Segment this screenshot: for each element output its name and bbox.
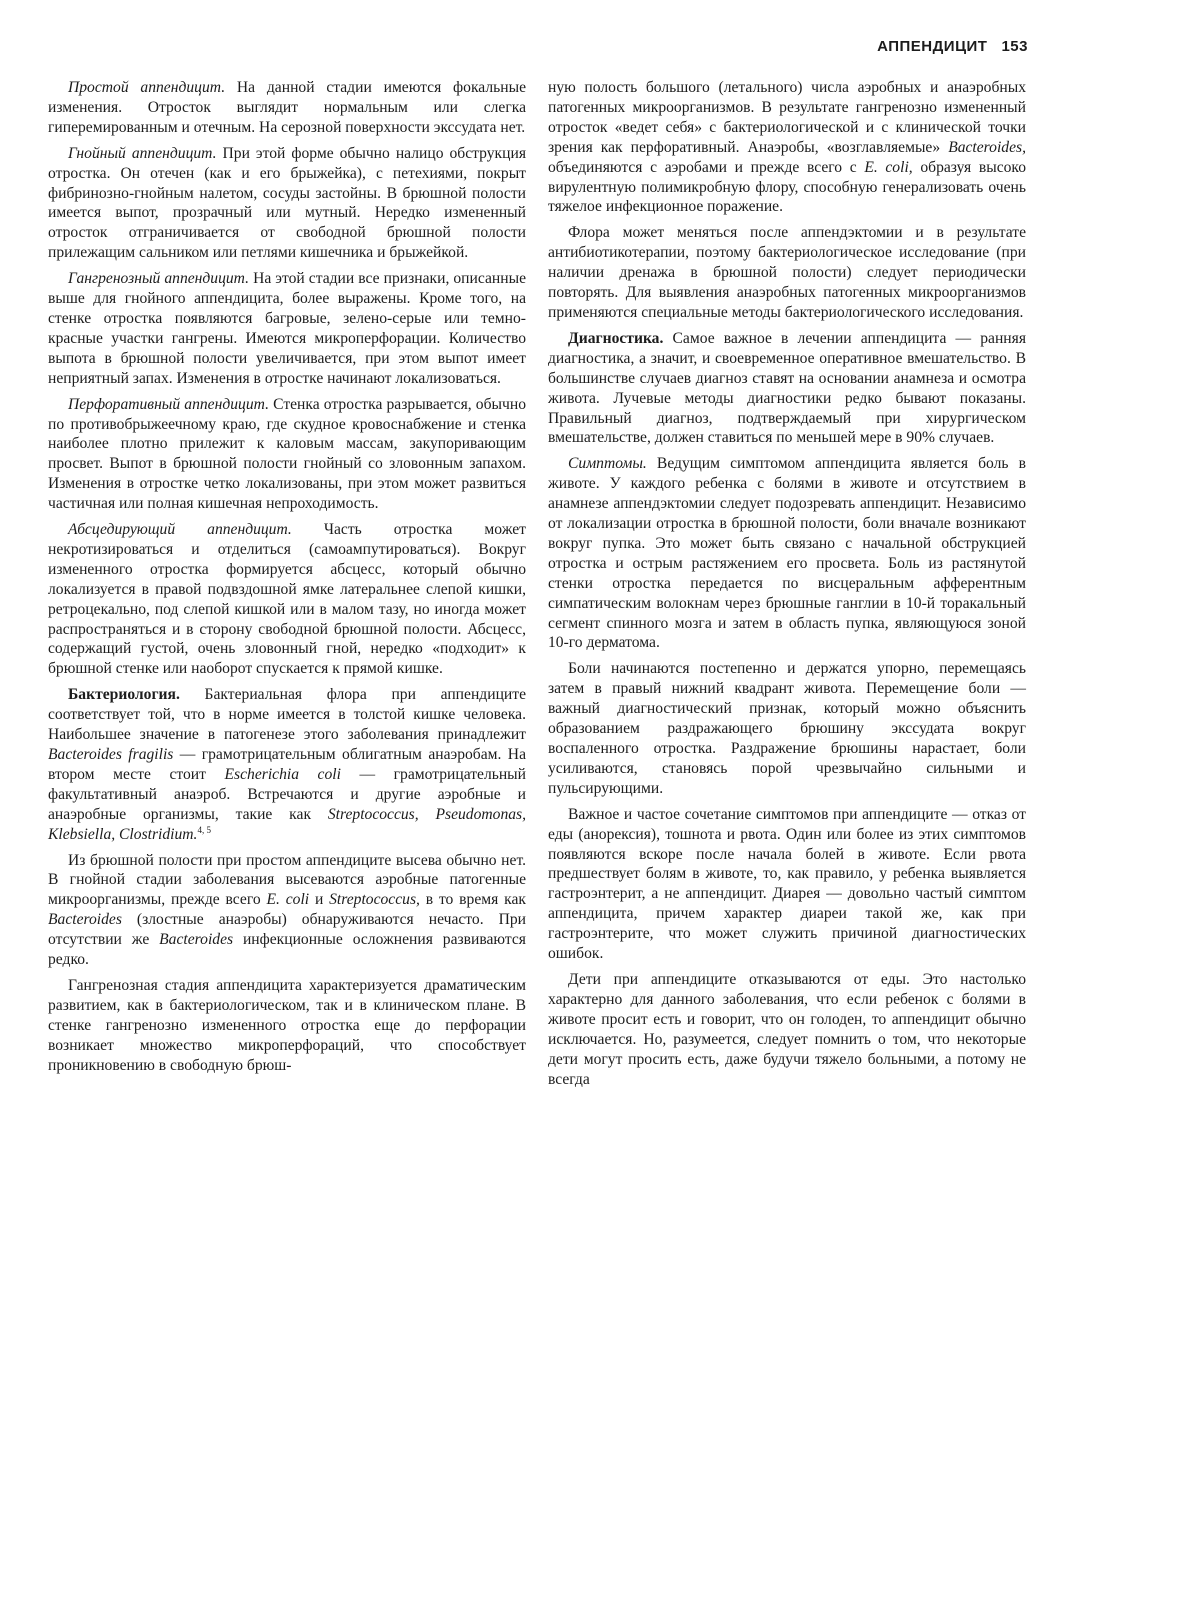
paragraph-text: в то время как	[419, 891, 526, 909]
paragraph-text: Бактериальная флора при аппендиците соответствует той, что в норме имеется в толстой кишке человека. Наибольшее значение в патогенезе этого заболевания принадлежит	[48, 686, 526, 744]
latin-term: E. coli	[266, 891, 310, 909]
paragraph-text: Ведущим симптомом аппендицита является боль в животе. У каждого ребенка с болями в животе и отсутствием в анамнезе аппендэктомии следует подозревать аппендицит. Независимо от локализации отростка в брюшной полости, боли вначале возникают вокруг пупка. Это может быть связано с начальной обструкцией отростка и острым растяжением его просвета. Боль из растянутой стенки отростка передается по висцеральным афферентным симпатическим волокнам через брюшные ганглии в 10-й торакальный сегмент спинного мозга и затем в область пупка, являющуюся зоной 10-го дерматома.	[548, 455, 1026, 652]
paragraph-gangrenous-appendicitis	[48, 269, 526, 388]
paragraph-pain-migration	[548, 659, 1026, 798]
paragraph-text: и	[309, 891, 330, 909]
running-head	[877, 38, 1028, 55]
paragraph-text: При этой форме обычно налицо обструкция отростка. Он отечен (как и его брыжейка), с петехиями, покрыт фибринозно-гнойным налетом, сосуды застойны. В брюшной полости имеется выпот, прозрачный или мутный. Нередко измененный отросток отграничивается от свободной брюшной полости прилежащим сальником или петлями кишечника и брыжейкой.	[48, 144, 526, 262]
latin-term: Bacteroides,	[948, 138, 1026, 156]
latin-term: Streptococcus,	[329, 891, 420, 909]
latin-term: Bacteroides	[48, 911, 122, 929]
paragraph-text: Боли начинаются постепенно и держатся упорно, перемещаясь затем в правый нижний квадрант живота. Перемещение боли — важный диагностический признак, который можно объяснить образованием раздражающего брюшину экссудата вокруг воспаленного отростка. Раздражение брюшины нарастает, боли усиливаются, становясь порой чрезвычайно сильными и пульсирующими.	[548, 660, 1026, 797]
paragraph-food-refusal	[548, 970, 1026, 1089]
latin-term: E. coli,	[864, 158, 913, 176]
paragraph-text: ную полость большого (летального) числа аэробных и анаэробных патогенных микроорганизмов. В результате гангренозно измененный отросток «ведет себя» с бактериологической и с клинической точки зрения как перфоративный. Анаэробы, «возглавляемые»	[548, 79, 1026, 156]
paragraph-culture-findings	[48, 851, 526, 970]
paragraph-text: Часть отростка может некротизироваться и отделиться (самоампутироваться). Вокруг измененного отростка формируется абсцесс, который обычно локализуется в правой подвздошной ямке латеральнее слепой кишки, ретроцекально, под слепой кишкой или в малом тазу, но иногда может распространяться и в сторону свободной брюшной полости. Абсцесс, содержащий густой, очень зловонный гной, нередко «подходит» к брюшной стенке или наоборот спускается к прямой кишке.	[48, 521, 526, 678]
reference-superscript: 4, 5	[197, 824, 211, 835]
paragraph-anorexia-nausea	[548, 805, 1026, 964]
running-head-title: АППЕНДИЦИТ	[877, 38, 988, 55]
paragraph-text: Дети при аппендиците отказываются от еды. Это настолько характерно для данного заболевания, что если ребенок с болями в животе просит есть и говорит, что он голоден, то аппендицит обычно исключается. Но, разумеется, следует помнить о том, что некоторые дети могут просить есть, даже будучи тяжело больными, а потому не всегда	[548, 970, 1026, 1088]
lead-term: Простой аппендицит.	[68, 79, 226, 96]
lead-term: Перфоративный аппендицит.	[68, 395, 269, 413]
paragraph-text: — грамотрицательный факультативный анаэроб. Встречаются и другие аэробные и анаэробные организмы, такие как	[48, 765, 527, 823]
paragraph-text: инфекционные осложнения развиваются редко.	[48, 931, 526, 969]
paragraph-text: Из брюшной полости при простом аппендиците высева обычно нет. В гнойной стадии заболевания высеваются аэробные патогенные микроорганизмы, прежде всего	[48, 851, 526, 909]
latin-term: Escherichia coli	[224, 765, 341, 783]
lead-term: Абсцедирующий аппендицит.	[68, 521, 292, 539]
paragraph-continuation	[548, 78, 1026, 217]
paragraph-bacteriology	[48, 685, 526, 844]
paragraph-gangrenous-stage	[48, 976, 526, 1076]
lead-term: Симптомы.	[568, 455, 647, 473]
paragraph-text: На этой стадии все признаки, описанные выше для гнойного аппендицита, более выражены. Кроме того, на стенке отростка появляются багровые, зелено-серые или темно-красные участки гангрены. Имеются микроперфорации. Количество выпота в брюшной полости увеличивается, при этом выпот имеет неприятный запах. Изменения в отростке начинают локализоваться.	[48, 270, 526, 387]
paragraph-diagnostics	[548, 329, 1026, 448]
latin-term: Bacteroides fragilis	[48, 746, 174, 763]
paragraph-text: (злостные анаэробы) обнаруживаются нечасто. При отсутствии же	[48, 911, 526, 949]
paragraph-text: На данной стадии имеются фокальные изменения. Отросток выглядит нормальным или слегка гиперемированным и отечным. На серозной поверхности экссудата нет.	[48, 79, 526, 136]
paragraph-text: Гангренозная стадия аппендицита характеризуется драматическим развитием, как в бактериологическом, так и в клиническом плане. В стенке гангренозно измененного отростка еще до перфорации возникает множество микроперфораций, что способствует проникновению в свободную брюш-	[48, 976, 526, 1074]
latin-term: Bacteroides	[159, 931, 234, 949]
paragraph-flora-change	[548, 223, 1026, 323]
lead-term: Гнойный аппендицит.	[68, 144, 217, 162]
lead-term: Гангренозный аппендицит.	[68, 270, 250, 288]
page-number: 153	[1001, 38, 1028, 55]
section-heading: Бактериология.	[68, 686, 180, 704]
paragraph-simple-appendicitis	[48, 78, 526, 138]
paragraph-text: Стенка отростка разрывается, обычно по противобрыжеечному краю, где скудное кровоснабжение и стенка наиболее плотно прилежит к каловым массам, закупоривающим просвет. Выпот в брюшной полости гнойный со зловонным запахом. Изменения в отростке четко локализованы, при этом может развиться частичная или полная кишечная непроходимость.	[48, 395, 526, 513]
paragraph-text: Самое важное в лечении аппендицита — ранняя диагностика, а значит, и своевременное оперативное вмешательство. В большинстве случаев диагноз ставят на основании анамнеза и осмотра живота. Лучевые методы диагностики редко бывают показаны. Правильный диагноз, подтверждаемый при хирургическом вмешательстве, должен ставиться по меньшей мере в 90% случаев.	[548, 329, 1026, 447]
paragraph-text: Флора может меняться после аппендэктомии и в результате антибиотикотерапии, поэтому бактериологическое исследование (при наличии дренажа в брюшной полости) следует периодически повторять. Для выявления анаэробных патогенных микроорганизмов применяются специальные методы бактериологического исследования.	[548, 224, 1026, 321]
paragraph-symptoms	[548, 454, 1026, 653]
right-column	[548, 78, 1026, 1089]
latin-term: Streptococcus, Pseudomonas, Klebsiella, Clostridium.	[48, 805, 527, 843]
paragraph-text: объединяются с аэробами и прежде всего с	[548, 158, 865, 176]
section-heading: Диагностика.	[568, 329, 664, 347]
left-column	[48, 78, 526, 1076]
paragraph-abscess-appendicitis	[48, 520, 526, 679]
paragraph-text: образуя высоко вирулентную полимикробную флору, способную генерализовать очень тяжелое инфекционное поражение.	[548, 158, 1026, 216]
paragraph-text: Важное и частое сочетание симптомов при аппендиците — отказ от еды (анорексия), тошнота и рвота. Один или более из этих симптомов появляются вскоре после начала болей в животе. Если рвота предшествует болям в животе, то, как правило, у ребенка выявляется гастроэнтерит, а не аппендицит. Диарея — довольно частый симптом аппендицита, причем характер диареи такой же, как при гастроэнтерите, что может служить причиной диагностических ошибок.	[548, 805, 1026, 963]
paragraph-perforated-appendicitis	[48, 395, 526, 514]
paragraph-purulent-appendicitis	[48, 144, 526, 263]
paragraph-text: — грамотрицательным облигатным анаэробам. На втором месте стоит	[48, 746, 526, 783]
